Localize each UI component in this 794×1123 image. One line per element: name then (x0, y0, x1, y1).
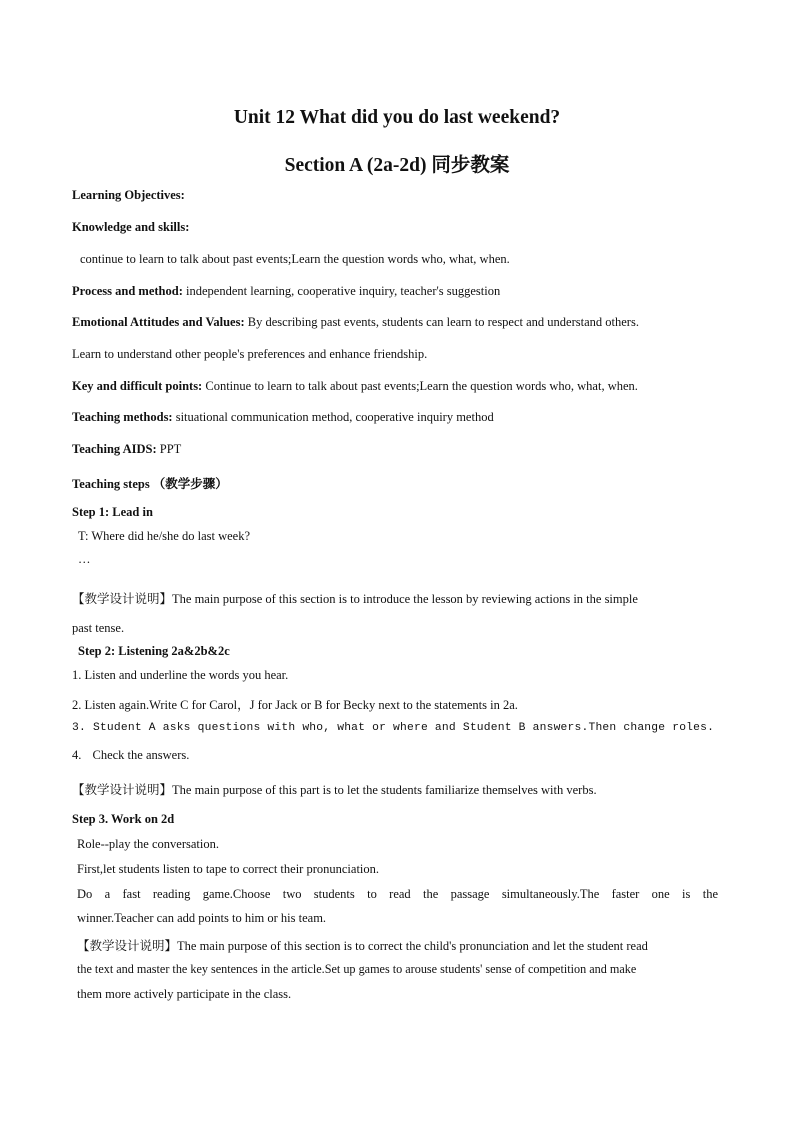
step2-item-1: 1. Listen and underline the words you hear. (72, 668, 289, 682)
step2-item-4-number: 4. (72, 748, 82, 762)
step1-heading: Step 1: Lead in (72, 505, 153, 519)
step3-note-text-line2: the text and master the key sentences in the article.Set up games to arouse students' sense of competition and make (77, 962, 637, 976)
learning-objectives-heading: Learning Objectives: (72, 188, 185, 202)
step3-note-label: 【教学设计说明】 (77, 939, 178, 953)
step1-note-label: 【教学设计说明】 (72, 592, 173, 606)
step3-winner: winner.Teacher can add points to him or his team. (77, 911, 327, 925)
step2-heading: Step 2: Listening 2a&2b&2c (78, 644, 230, 658)
emotional-attitudes-line (72, 315, 639, 330)
document-subtitle: Section A (2a-2d) 同步教案 (284, 155, 510, 176)
step3-roleplay: Role--play the conversation. (77, 837, 219, 851)
step2-item-3: 3. Student A asks questions with who, what or where and Student B answers.Then change roles. (72, 722, 715, 734)
teaching-aids-line (72, 442, 181, 457)
teaching-methods-line (72, 410, 494, 425)
teaching-methods-label: Teaching methods: (72, 410, 173, 424)
step2-note-label: 【教学设计说明】 (72, 783, 173, 797)
emotional-attitudes-text: By describing past events, students can learn to respect and understand others. (244, 315, 639, 329)
key-points-label: Key and difficult points: (72, 379, 203, 393)
emotional-attitudes-text-continued: Learn to understand other people's preferences and enhance friendship. (72, 347, 428, 361)
teaching-aids-label: Teaching AIDS: (72, 442, 157, 456)
teaching-aids-text: PPT (156, 442, 182, 456)
step1-design-note (72, 589, 638, 607)
key-points-line (72, 379, 638, 394)
step1-question: T: Where did he/she do last week? (78, 529, 251, 543)
knowledge-skills-text: continue to learn to talk about past events;Learn the question words who, what, when. (80, 252, 510, 266)
step1-note-text-continued: past tense. (72, 621, 125, 635)
step1-ellipsis: … (78, 552, 91, 566)
step3-heading: Step 3. Work on 2d (72, 812, 175, 826)
teaching-steps-heading: Teaching steps （教学步骤） (72, 477, 228, 491)
step3-note-text: The main purpose of this section is to correct the child's pronunciation and let the student read (177, 939, 648, 953)
step2-design-note (72, 780, 597, 798)
process-method-text: independent learning, cooperative inquiry, teacher's suggestion (182, 284, 501, 298)
process-method-line (72, 284, 500, 299)
step3-note-text-line3: them more actively participate in the class. (77, 987, 292, 1001)
emotional-attitudes-label: Emotional Attitudes and Values: (72, 315, 245, 329)
step1-note-text: The main purpose of this section is to introduce the lesson by reviewing actions in the simple (172, 592, 638, 606)
step2-item-4 (72, 748, 189, 763)
process-method-label: Process and method: (72, 284, 183, 298)
step3-design-note (77, 936, 648, 954)
step3-listen: First,let students listen to tape to correct their pronunciation. (77, 862, 380, 876)
knowledge-skills-label: Knowledge and skills: (72, 220, 190, 234)
step2-item-4-text: Check the answers. (92, 748, 190, 762)
document-title: Unit 12 What did you do last weekend? (233, 107, 561, 128)
teaching-methods-text: situational communication method, cooperative inquiry method (172, 410, 494, 424)
step3-reading-game: Do a fast reading game.Choose two students to read the passage simultaneously.The faster one is the (77, 887, 718, 901)
step2-item-2: 2. Listen again.Write C for Carol，J for Jack or B for Becky next to the statements in 2a. (72, 698, 518, 712)
key-points-text: Continue to learn to talk about past events;Learn the question words who, what, when. (202, 379, 638, 393)
step2-note-text: The main purpose of this part is to let the students familiarize themselves with verbs. (172, 783, 597, 797)
